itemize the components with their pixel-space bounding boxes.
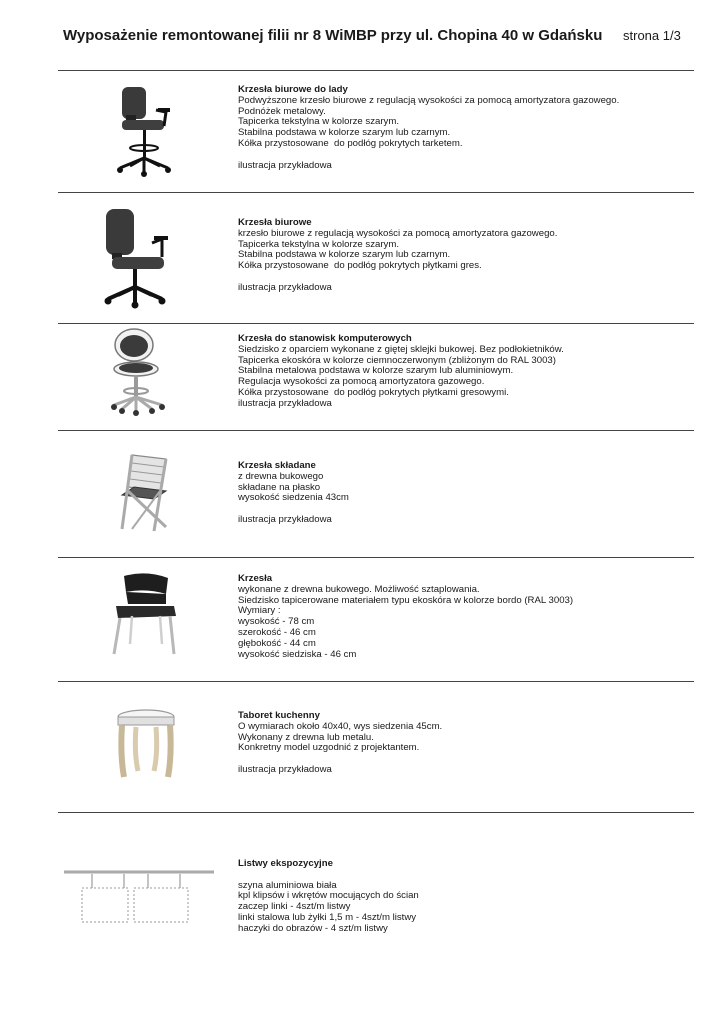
item-line: Tapicerka ekoskóra w kolorze ciemnoczerwonym (zbliżonym do RAL 3003) (238, 354, 556, 366)
divider (58, 430, 694, 431)
kitchen-stool-illustration (70, 705, 220, 790)
page-number: strona 1/3 (623, 28, 681, 43)
item-line: składane na płasko (238, 481, 321, 493)
item-line: Stabilna podstawa w kolorze szarym lub czarnym. (238, 127, 451, 139)
item-line: Tapicerka tekstylna w kolorze szarym. (238, 116, 400, 128)
folding-chair-illustration (70, 451, 220, 536)
page-title: Wyposażenie remontowanej filii nr 8 WiMBP przy ul. Chopina 40 w Gdańsku (63, 27, 603, 44)
item-line: Wymiary : (238, 605, 281, 617)
item-note: ilustracja przykładowa (238, 513, 332, 525)
divider (58, 323, 694, 324)
item-line: wysokość siedziska - 46 cm (238, 648, 357, 660)
item-line: Wykonany z drewna lub metalu. (238, 731, 374, 743)
item-line: Siedzisko z oparciem wykonane z giętej sklejki bukowej. Bez podłokietników. (238, 343, 564, 355)
item-line: Kółka przystosowane do podłóg pokrytych płytkami gresowymi. (238, 386, 509, 398)
item-line: Podwyższone krzesło biurowe z regulacją wysokości za pomocą amortyzatora gazowego. (238, 94, 620, 106)
item-text (238, 711, 442, 776)
item-title: Krzesła (238, 573, 273, 584)
item-line: Kółka przystosowane do podłóg pokrytych płytkami gres. (238, 260, 482, 272)
item-text (238, 574, 573, 660)
item-title: Listwy ekspozycyjne (238, 858, 333, 869)
item-text (238, 218, 557, 294)
item-title: Taboret kuchenny (238, 710, 320, 721)
item-line: Stabilna metalowa podstawa w kolorze szarym lub aluminiowym. (238, 365, 514, 377)
item-line: wysokość - 78 cm (238, 616, 315, 628)
item-line: głębokość - 44 cm (238, 637, 316, 649)
divider (58, 681, 694, 682)
office-chair-illustration (70, 203, 220, 313)
item-line: O wymiarach około 40x40, wys siedzenia 45cm. (238, 720, 443, 732)
item-line: Kółka przystosowane do podłóg pokrytych tarketem. (238, 137, 463, 149)
item-title: Krzesła biurowe do lady (238, 84, 348, 95)
item-note: ilustracja przykładowa (238, 159, 332, 171)
item-line: wykonane z drewna bukowego. Możliwość sztaplowania. (238, 583, 480, 595)
item-line: Regulacja wysokości za pomocą amortyzatora gazowego. (238, 376, 485, 388)
item-note: ilustracja przykładowa (238, 281, 332, 293)
item-text (238, 859, 419, 935)
item-line: Stabilna podstawa w kolorze szarym lub czarnym. (238, 249, 451, 261)
display-rail-illustration (62, 866, 212, 930)
item-line: haczyki do obrazów - 4 szt/m listwy (238, 922, 388, 934)
item-line: Tapicerka tekstylna w kolorze szarym. (238, 238, 400, 250)
stacking-chair-illustration (70, 570, 220, 660)
item-line: szyna aluminiowa biała (238, 879, 337, 891)
divider (58, 192, 694, 193)
item-line: szerokość - 46 cm (238, 626, 316, 638)
item-text (238, 461, 349, 526)
item-line: Podnóżek metalowy. (238, 105, 326, 117)
item-line: z drewna bukowego (238, 470, 324, 482)
item-line: Siedzisko tapicerowane materiałem typu ekoskóra w kolorze bordo (RAL 3003) (238, 594, 574, 606)
item-line: ilustracja przykładowa (238, 397, 332, 409)
item-title: Krzesła składane (238, 460, 316, 471)
item-text (238, 334, 564, 410)
divider (58, 557, 694, 558)
item-title: Krzesła biurowe (238, 217, 312, 228)
item-note: ilustracja przykładowa (238, 763, 332, 775)
item-line: krzesło biurowe z regulacją wysokości za pomocą amortyzatora gazowego. (238, 227, 558, 239)
item-text (238, 85, 619, 171)
divider (58, 812, 694, 813)
item-line: Konkretny model uzgodnić z projektantem. (238, 742, 420, 754)
item-line: zaczep linki - 4szt/m listwy (238, 901, 351, 913)
item-line: wysokość siedzenia 43cm (238, 492, 349, 504)
computer-chair-illustration (70, 325, 220, 420)
item-line: linki stalowa lub żyłki 1,5 m - 4szt/m listwy (238, 911, 417, 923)
item-title: Krzesła do stanowisk komputerowych (238, 333, 412, 344)
divider (58, 70, 694, 71)
counter-office-chair-illustration (70, 82, 220, 182)
item-line: kpl klipsów i wkrętów mocujących do ścian (238, 890, 419, 902)
